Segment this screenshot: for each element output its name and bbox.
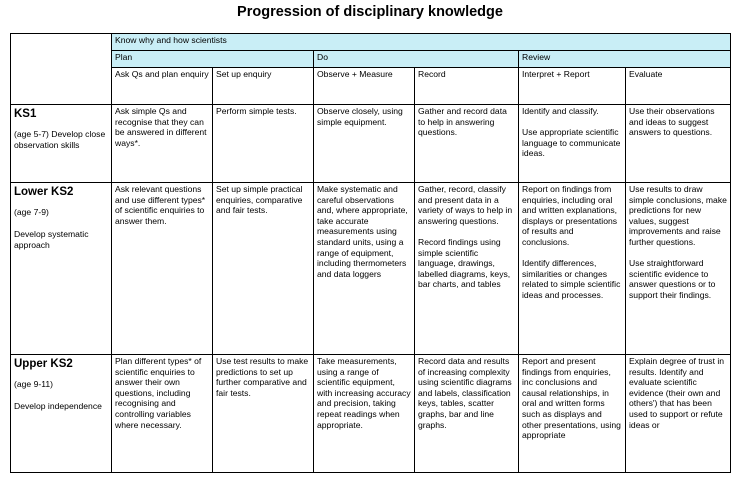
table-cell: Take measurements, using a range of scientific equipment, with increasing accuracy and precision, taking repeat readings when appropriate.: [314, 355, 415, 473]
corner-blank-2: [11, 51, 112, 68]
stage-desc: (age 9-11) Develop independence: [14, 379, 102, 411]
stage-desc: (age 5-7) Develop close observation skills: [14, 129, 106, 150]
table-cell: Use results to draw simple conclusions, make predictions for new values, suggest improvements and raise further questions. Use straightforward scientific evidence to answer questions or to support their findings.: [626, 183, 731, 355]
table-cell: Gather, record, classify and present data in a variety of ways to help in answering questions. Record findings using simple scientific language, drawings, labelled diagrams, keys, bar charts, and tables: [415, 183, 519, 355]
corner-blank: [11, 34, 112, 51]
table-cell: Make systematic and careful observations and, where appropriate, take accurate measurements using standard units, using a range of equipment, including thermometers and data loggers: [314, 183, 415, 355]
progression-table: [10, 33, 731, 473]
stage-desc: (age 7-9) Develop systematic approach: [14, 207, 89, 250]
group-plan: Plan: [112, 51, 314, 68]
stage-name: Lower KS2: [14, 186, 74, 198]
page-title: Progression of disciplinary knowledge: [237, 4, 503, 20]
table-cell: Report on findings from enquiries, including oral and written explanations, displays or presentations of results and conclusions. Identify differences, similarities or changes related to simple scientific ideas and processes.: [519, 183, 626, 355]
stage-cell: [11, 105, 112, 183]
group-review: Review: [519, 51, 731, 68]
table-cell: Use their observations and ideas to suggest answers to questions.: [626, 105, 731, 183]
table-cell: Report and present findings from enquiries, inc conclusions and causal relationships, in oral and written forms such as displays and other presentations, using appropriate: [519, 355, 626, 473]
table-cell: Perform simple tests.: [213, 105, 314, 183]
corner-blank-3: [11, 68, 112, 105]
table-cell: Explain degree of trust in results. Identify and evaluate scientific evidence (their own and others') that has been used to support or refute ideas or: [626, 355, 731, 473]
table-cell: Ask simple Qs and recognise that they can be answered in different ways*.: [112, 105, 213, 183]
column-header: Set up enquiry: [213, 68, 314, 105]
stage-cell: [11, 355, 112, 473]
column-header: Observe + Measure: [314, 68, 415, 105]
group-do: Do: [314, 51, 519, 68]
stage-name: KS1: [14, 108, 37, 120]
table-cell: Set up simple practical enquiries, comparative and fair tests.: [213, 183, 314, 355]
table-row: [11, 355, 731, 473]
column-header: Evaluate: [626, 68, 731, 105]
table-cell: Use test results to make predictions to set up further comparative and fair tests.: [213, 355, 314, 473]
table-cell: Plan different types* of scientific enquiries to answer their own questions, including recognising and controlling variables where necessary.: [112, 355, 213, 473]
stage-name: Upper KS2: [14, 358, 73, 370]
table-cell: Record data and results of increasing complexity using scientific diagrams and labels, classification keys, tables, scatter graphs, bar and line graphs.: [415, 355, 519, 473]
top-header: Know why and how scientists: [112, 34, 731, 51]
column-header: Interpret + Report: [519, 68, 626, 105]
table-cell: Ask relevant questions and use different types* of scientific enquiries to answer them.: [112, 183, 213, 355]
table-cell: Observe closely, using simple equipment.: [314, 105, 415, 183]
table-cell: Identify and classify. Use appropriate scientific language to communicate ideas.: [519, 105, 626, 183]
column-header: Ask Qs and plan enquiry: [112, 68, 213, 105]
table-row: [11, 183, 731, 355]
column-header: Record: [415, 68, 519, 105]
table-cell: Gather and record data to help in answering questions.: [415, 105, 519, 183]
stage-cell: [11, 183, 112, 355]
table-row: [11, 105, 731, 183]
